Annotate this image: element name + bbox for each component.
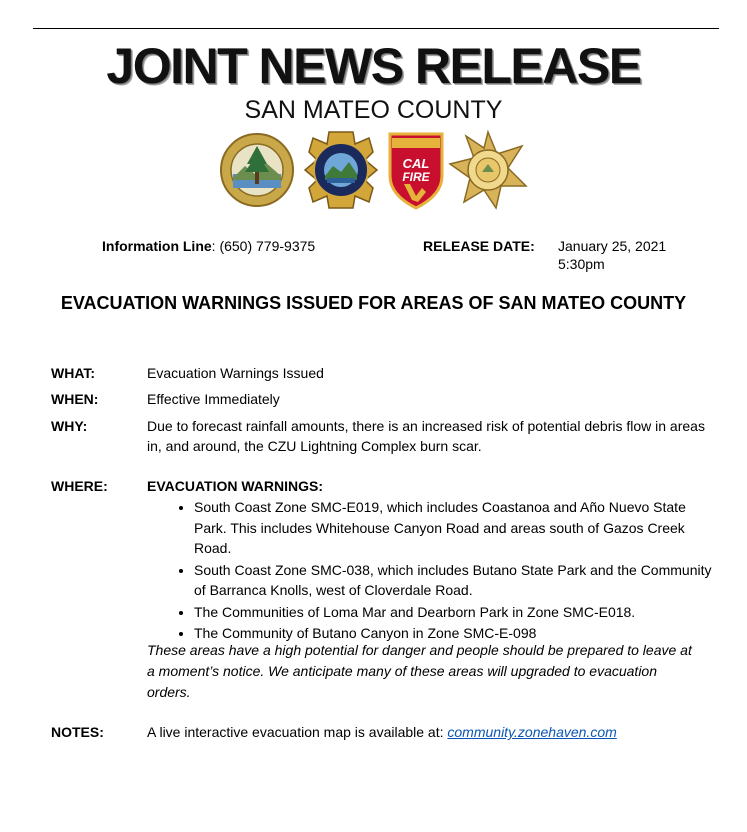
release-date: January 25, 2021 bbox=[558, 238, 667, 254]
info-line bbox=[102, 237, 315, 255]
release-date-label: RELEASE DATE: bbox=[423, 238, 535, 254]
release-time: 5:30pm bbox=[558, 256, 605, 272]
county-seal-icon bbox=[219, 130, 295, 210]
why-label: WHY: bbox=[51, 418, 88, 434]
notes-value bbox=[147, 722, 617, 742]
where-label: WHERE: bbox=[51, 478, 108, 494]
danger-notice: These areas have a high potential for danger and people should be prepared to leave at a moment’s notice. We anticipate many of these areas will upgraded to evacuation orders. bbox=[147, 642, 692, 700]
fire-department-badge-icon bbox=[303, 130, 379, 210]
svg-text:CAL: CAL bbox=[402, 156, 430, 171]
info-line-label: Information Line bbox=[102, 238, 212, 254]
release-date-value bbox=[558, 237, 708, 273]
svg-text:FIRE: FIRE bbox=[402, 170, 430, 184]
headline: EVACUATION WARNINGS ISSUED FOR AREAS OF SAN MATEO COUNTY bbox=[60, 293, 687, 313]
evacuation-zone-list bbox=[170, 497, 719, 645]
why-value: Due to forecast rainfall amounts, there is an increased risk of potential debris flow in areas in, and around, the CZU Lightning Complex burn scar. bbox=[147, 418, 705, 454]
list-item: • South Coast Zone SMC-E019, which includes Coastanoa and Año Nuevo State Park. This includes Whitehouse Canyon Road and areas south of Gazos Creek Road. bbox=[194, 497, 719, 559]
agency-logos bbox=[0, 130, 747, 212]
list-item: • The Community of Butano Canyon in Zone SMC-E-098 bbox=[194, 623, 719, 644]
when-label: WHEN: bbox=[51, 391, 99, 407]
top-rule bbox=[33, 28, 719, 29]
what-label: WHAT: bbox=[51, 365, 96, 381]
when-value: Effective Immediately bbox=[147, 391, 280, 407]
list-item: • South Coast Zone SMC-038, which includes Butano State Park and the Community of Barranca Knolls, west of Cloverdale Road. bbox=[194, 560, 719, 601]
list-item: • The Communities of Loma Mar and Dearborn Park in Zone SMC-E018. bbox=[194, 602, 719, 623]
cal-fire-badge-icon bbox=[386, 130, 446, 210]
page-title: JOINT NEWS RELEASE bbox=[106, 38, 641, 94]
page-subtitle: SAN MATEO COUNTY bbox=[244, 96, 503, 124]
sheriff-star-icon bbox=[448, 130, 528, 210]
where-heading: EVACUATION WARNINGS: bbox=[147, 478, 324, 494]
what-value: Evacuation Warnings Issued bbox=[147, 365, 324, 381]
evacuation-map-link[interactable]: community.zonehaven.com bbox=[447, 724, 617, 740]
notes-text: A live interactive evacuation map is available at: bbox=[147, 724, 448, 740]
info-line-value: : (650) 779-9375 bbox=[211, 238, 316, 254]
notes-label: NOTES: bbox=[51, 724, 104, 740]
